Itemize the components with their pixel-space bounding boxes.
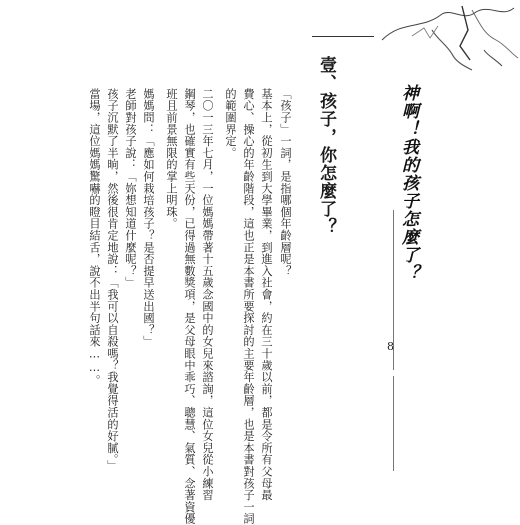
paragraph-line: 費心、操心的年齡階段，這也正是本書所要探討的主要年齡層，也是本書對孩子一詞 [242,88,255,525]
dialogue-line: 媽媽問：「應如何栽培孩子？是否提早送出國？」 [142,88,155,348]
running-title: 神啊！我的孩子怎麼了？ [398,84,418,282]
dialogue-line: 孩子沉默了半晌，然後很肯定地說：「我可以自殺嗎？我覺得活的好膩。」 [106,88,119,472]
paragraph-question: 「孩子」一詞，是指哪個年齡層呢？ [279,88,292,277]
paragraph-line: 二〇一三年七月，一位媽媽帶著十五歲念國中的女兒來諮詢，這位女兒從小練習 [201,88,214,501]
dialogue-line: 當場，這位媽媽驚嚇的瞪目結舌，說不出半句話來……。 [88,88,101,387]
paragraph-line: 班且前景無限的掌上明珠。 [165,88,178,230]
paragraph-line: 的範圍界定。 [224,88,237,159]
paragraph-line: 基本上，從初生到大學畢業，到進入社會，約在三十歲以前，都是令所有父母最 [260,88,273,501]
chapter-title: 壹、孩子，你怎麼了？ [316,56,336,236]
ink-sketch-illustration [372,0,520,80]
side-rule-bottom [393,376,394,471]
header-rule [312,36,374,37]
dialogue-line: 老師對孩子說：「妳想知道什麼呢？」 [124,88,137,289]
page-number: 8 [387,340,394,353]
paragraph-line: 鋼琴，也確實有些天份，已得過無數獎項，是父母眼中乖巧、聰慧、氣質、念著資優 [183,88,196,525]
